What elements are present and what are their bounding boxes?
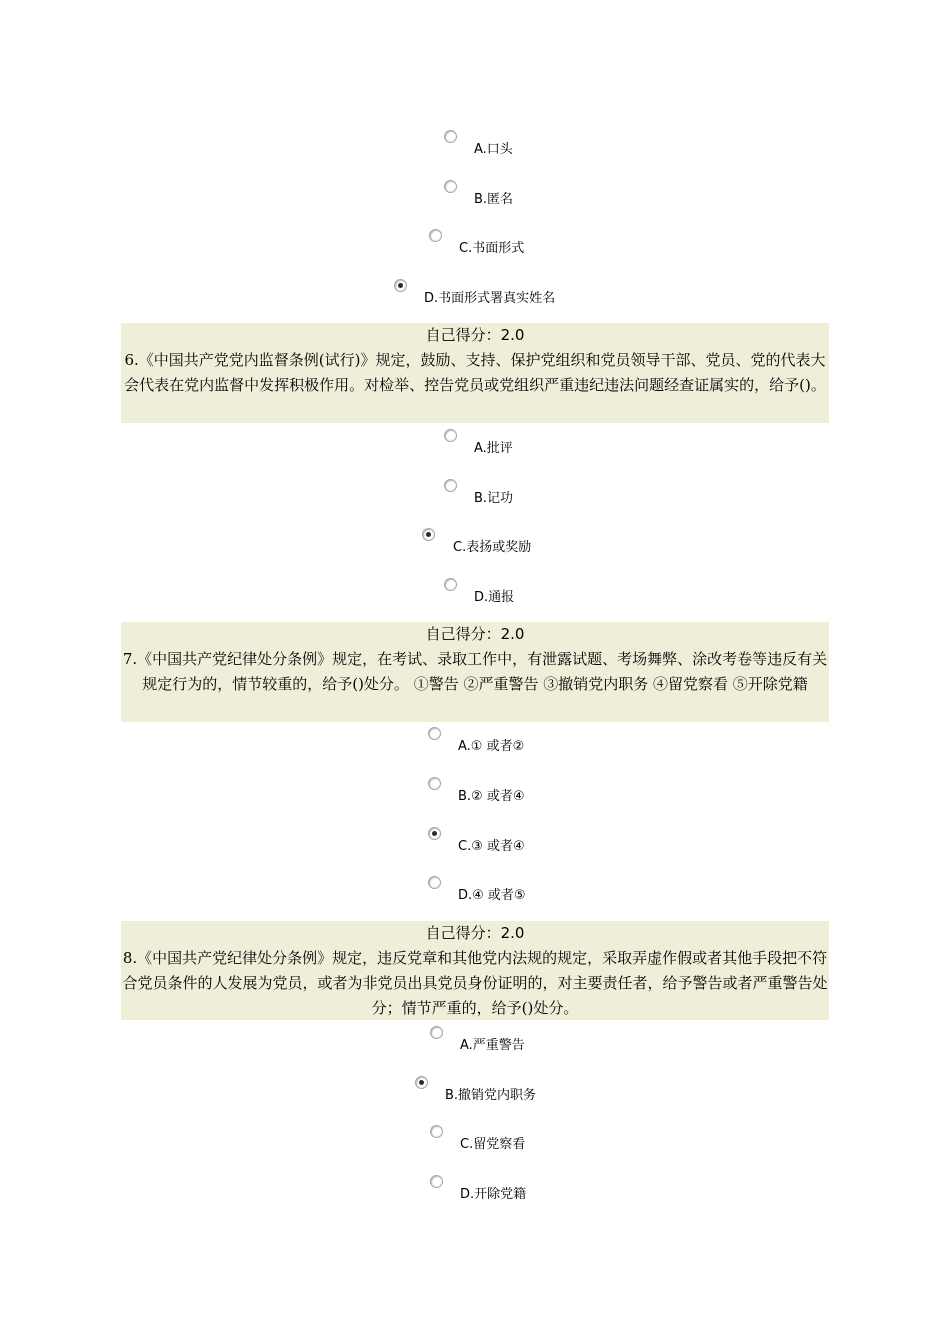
score-text: 自己得分：2.0 (425, 625, 525, 643)
q8-option-d[interactable] (0, 1175, 950, 1205)
option-label: A.严重警告 (460, 1038, 525, 1053)
question-text: 6.《中国共产党党内监督条例(试行)》规定，鼓励、支持、保护党组织和党员领导干部、党员、党的代表大会代表在党内监督中发挥积极作用。对检举、控告党员或党组织严重违纪违法问题经查证属实的，给予()。 (124, 351, 826, 394)
q5-option-d[interactable] (0, 279, 950, 309)
radio-button[interactable] (429, 229, 442, 242)
radio-button[interactable] (428, 727, 441, 740)
radio-button-selected[interactable] (422, 528, 435, 541)
radio-button-selected[interactable] (394, 279, 407, 292)
radio-button[interactable] (430, 1175, 443, 1188)
q8-option-a[interactable] (0, 1026, 950, 1056)
q5-option-b[interactable] (0, 180, 950, 210)
question-6-block (121, 323, 829, 423)
radio-button[interactable] (444, 429, 457, 442)
option-label: A.口头 (474, 142, 513, 157)
q7-option-d[interactable] (0, 876, 950, 906)
radio-button-selected[interactable] (428, 827, 441, 840)
q5-option-a[interactable] (0, 130, 950, 160)
q6-option-d[interactable] (0, 578, 950, 608)
radio-button[interactable] (444, 479, 457, 492)
q7-option-c[interactable] (0, 827, 950, 857)
option-label: B.撤销党内职务 (445, 1088, 537, 1103)
option-label: D.通报 (474, 590, 515, 605)
q5-option-c[interactable] (0, 229, 950, 259)
radio-button[interactable] (430, 1125, 443, 1138)
option-label: D.书面形式署真实姓名 (424, 291, 556, 306)
option-label: C.表扬或奖励 (453, 540, 532, 555)
q6-option-c[interactable] (0, 528, 950, 558)
option-label: C.书面形式 (459, 241, 525, 256)
radio-button[interactable] (444, 130, 457, 143)
radio-button-selected[interactable] (415, 1076, 428, 1089)
question-text: 7.《中国共产党纪律处分条例》规定，在考试、录取工作中，有泄露试题、考场舞弊、涂改考卷等违反有关规定行为的，情节较重的，给予()处分。 ①警告 ②严重警告 ③撤销党内职务 ④留党察看 ⑤开除党籍 (122, 650, 828, 693)
option-label: C.留党察看 (460, 1137, 526, 1152)
q7-option-b[interactable] (0, 777, 950, 807)
option-label: B.② 或者④ (458, 789, 525, 804)
question-8-block (121, 921, 829, 1020)
option-label: C.③ 或者④ (458, 839, 525, 854)
score-text: 自己得分：2.0 (425, 924, 525, 942)
q8-option-b[interactable] (0, 1076, 950, 1106)
option-label: B.匿名 (474, 192, 514, 207)
question-text: 8.《中国共产党纪律处分条例》规定，违反党章和其他党内法规的规定，采取弄虚作假或者其他手段把不符合党员条件的人发展为党员，或者为非党员出具党员身份证明的，对主要责任者，给予警告或者严重警告处分；情节严重的，给予()处分。 (122, 949, 828, 1017)
option-label: A.① 或者② (458, 739, 525, 754)
q6-option-b[interactable] (0, 479, 950, 509)
option-label: D.④ 或者⑤ (458, 888, 526, 903)
radio-button[interactable] (444, 180, 457, 193)
question-7-block (121, 622, 829, 722)
q7-option-a[interactable] (0, 727, 950, 757)
q6-option-a[interactable] (0, 429, 950, 459)
radio-button[interactable] (444, 578, 457, 591)
radio-button[interactable] (428, 876, 441, 889)
option-label: D.开除党籍 (460, 1187, 527, 1202)
score-text: 自己得分：2.0 (425, 326, 525, 344)
radio-button[interactable] (430, 1026, 443, 1039)
option-label: B.记功 (474, 491, 514, 506)
option-label: A.批评 (474, 441, 513, 456)
q8-option-c[interactable] (0, 1125, 950, 1155)
radio-button[interactable] (428, 777, 441, 790)
